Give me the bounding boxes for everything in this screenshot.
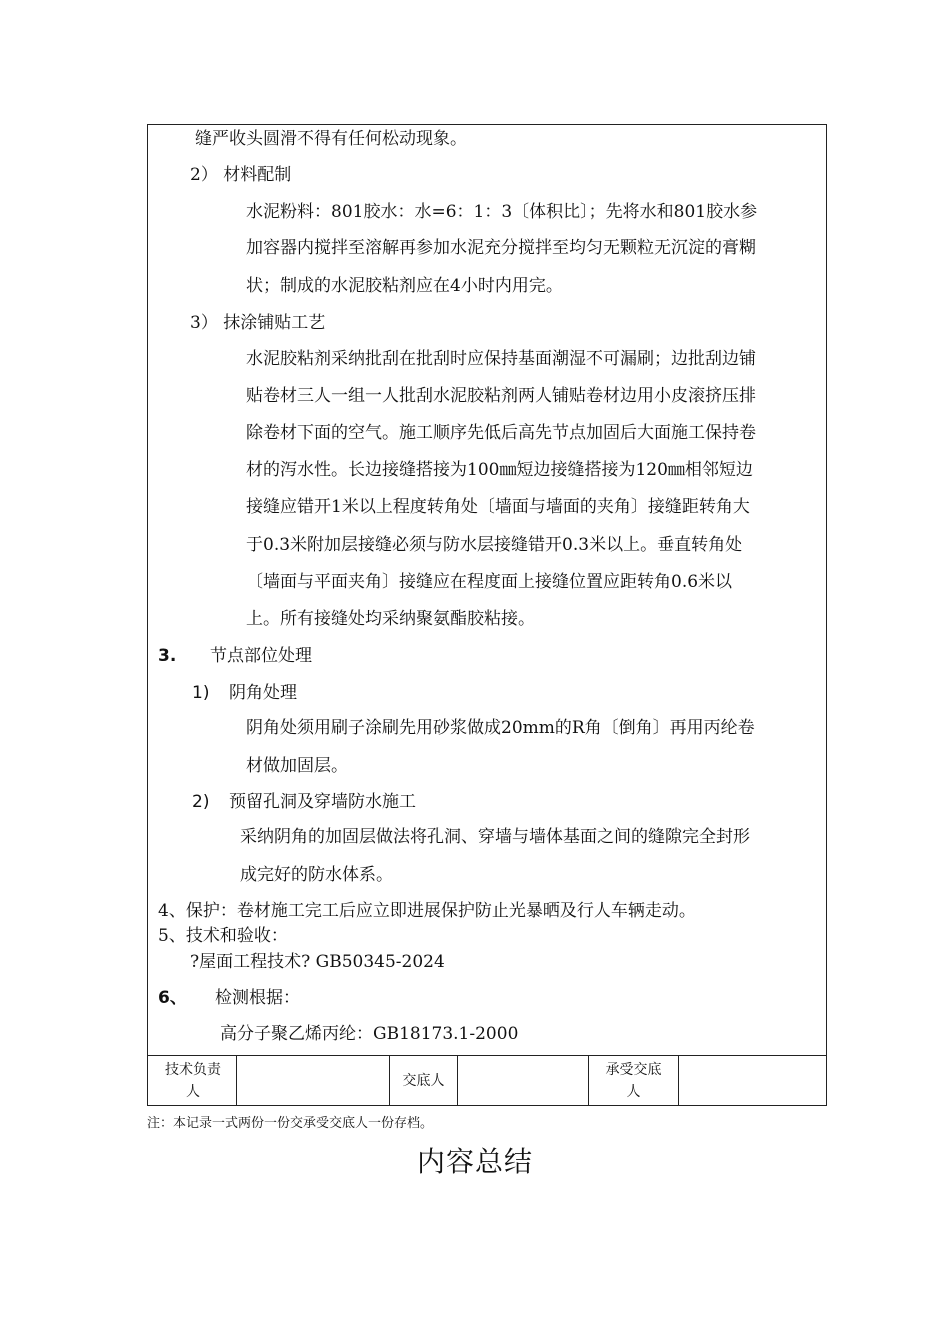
- body-line: 接缝应错开1米以上程度转角处〔墙面与墙面的夹角〕接缝距转角大: [246, 497, 750, 517]
- signature-row-divider: [147, 1055, 827, 1056]
- body-line: 材的泻水性。长边接缝搭接为100㎜短边接缝搭接为120㎜相邻短边: [246, 460, 753, 480]
- body-line: 水泥胶粘剂采纳批刮在批刮时应保持基面潮湿不可漏刷；边批刮边铺: [246, 349, 756, 369]
- summary-title: 内容总结: [416, 1145, 533, 1178]
- receiver-label-line: 承受交底: [605, 1062, 662, 1078]
- subheading-application: 3） 抹涂铺贴工艺: [190, 313, 326, 333]
- tech-lead-label: [150, 1059, 236, 1103]
- body-line: 阴角处须用刷子涂刷先用砂浆做成20mm的R角〔倒角〕再用丙纶卷: [246, 718, 755, 738]
- subheading-openings: 预留孔洞及穿墙防水施工: [229, 792, 416, 812]
- section-number: 6、: [158, 988, 187, 1008]
- briefer-label: 交底人: [402, 1073, 445, 1089]
- body-line: 状；制成的水泥胶粘剂应在4小时内用完。: [246, 276, 563, 296]
- subheading-inside-corner: 阴角处理: [229, 683, 297, 703]
- signature-col-divider: [236, 1055, 237, 1106]
- body-line: 除卷材下面的空气。施工顺序先低后高先节点加固后大面施工保持卷: [246, 423, 756, 443]
- receiver-label: [589, 1059, 678, 1103]
- section-heading-nodes: 节点部位处理: [210, 646, 312, 666]
- body-line: 于0.3米附加层接缝必须与防水层接缝错开0.3米以上。垂直转角处: [246, 535, 743, 555]
- body-line: 〔墙面与平面夹角〕接缝应在程度面上接缝位置应距转角0.6米以: [246, 572, 733, 592]
- signature-col-divider: [457, 1055, 458, 1106]
- body-line: 贴卷材三人一组一人批刮水泥胶粘剂两人铺贴卷材边用小皮滚挤压排: [246, 386, 756, 406]
- standard-roofing: ?屋面工程技术? GB50345-2024: [190, 952, 445, 972]
- subheading-materials: 2） 材料配制: [190, 165, 292, 185]
- body-line: 缝严收头圆滑不得有任何松动现象。: [195, 129, 467, 149]
- receiver-label-line: 人: [626, 1084, 641, 1100]
- tech-lead-label-line: 人: [186, 1084, 200, 1100]
- body-line: 成完好的防水体系。: [240, 865, 393, 885]
- item-number: 1): [192, 683, 210, 703]
- item-number: 2): [192, 792, 210, 812]
- standard-membrane: 高分子聚乙烯丙纶：GB18173.1-2000: [220, 1024, 519, 1044]
- body-line: 采纳阴角的加固层做法将孔洞、穿墙与墙体基面之间的缝隙完全封形: [240, 827, 750, 847]
- section-protection: 4、保护：卷材施工完工后应立即进展保护防止光暴晒及行人车辆走动。: [158, 901, 696, 921]
- body-line: 水泥粉料：801胶水：水=6：1：3〔体积比〕；先将水和801胶水参: [246, 202, 758, 222]
- section-acceptance: 5、技术和验收：: [158, 926, 288, 946]
- section-testing: 检测根据：: [215, 988, 300, 1008]
- tech-lead-label-line: 技术负责: [165, 1062, 221, 1078]
- body-line: 材做加固层。: [246, 756, 348, 776]
- body-line: 加容器内搅拌至溶解再参加水泥充分搅拌至均匀无颗粒无沉淀的膏糊: [246, 238, 756, 258]
- section-number: 3.: [158, 646, 177, 666]
- body-line: 上。所有接缝处均采纳聚氨酯胶粘接。: [246, 609, 535, 629]
- signature-col-divider: [678, 1055, 679, 1106]
- record-note: 注：本记录一式两份一份交承受交底人一份存档。: [147, 1116, 434, 1131]
